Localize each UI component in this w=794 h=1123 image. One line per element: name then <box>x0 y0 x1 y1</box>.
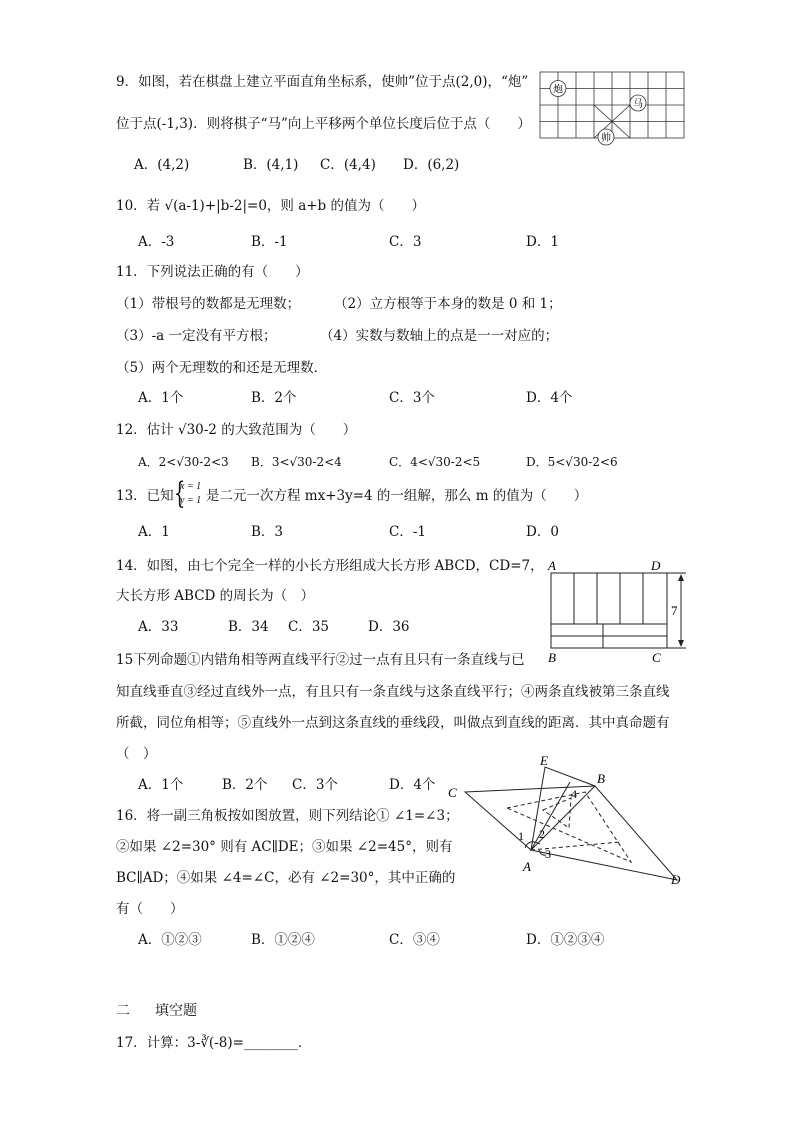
q14-line2: 大长方形 ABCD 的周长为（ ） <box>116 588 315 604</box>
shuai-piece <box>598 129 614 145</box>
q15-option-a: A．1个 <box>138 777 184 793</box>
angle-2: 2 <box>539 827 545 841</box>
q10-option-d: D．1 <box>526 234 559 250</box>
q12-option-d: D．5<√30-2<6 <box>526 455 618 469</box>
q12-option-a: A．2<√30-2<3 <box>138 455 229 469</box>
q13-equation-system: { x = 1 y = 1 <box>173 476 202 511</box>
q9-line1: 9．如图，若在棋盘上建立平面直角坐标系，使帅”位于点(2,0)，“炮” <box>116 74 529 90</box>
chessboard-figure <box>538 62 688 152</box>
q15-option-d: D．4个 <box>389 777 436 793</box>
q13-option-d: D．0 <box>526 524 559 540</box>
label-seven: 7 <box>671 603 678 618</box>
q13-system-eq1: x = 1 <box>180 481 202 492</box>
q11-stem: 11．下列说法正确的有（ ） <box>116 264 309 280</box>
label-d: D <box>651 558 661 573</box>
q16-line2: ②如果 ∠2=30° 则有 AC∥DE；③如果 ∠2=45°，则有 <box>116 839 453 855</box>
label-b: B <box>597 771 605 786</box>
label-b: B <box>548 650 556 665</box>
q10-option-b: B．-1 <box>251 234 288 250</box>
label-a: A <box>523 859 531 874</box>
q11-statement-5: （5）两个无理数的和还是无理数． <box>116 360 328 376</box>
angle-4: 4 <box>571 787 577 801</box>
q9-option-a: A．(4,2) <box>134 157 190 173</box>
q11-statement-4: （4）实数与数轴上的点是一一对应的； <box>320 328 559 344</box>
q13-prefix: 13．已知 <box>116 488 174 504</box>
q10-option-c: C．3 <box>389 234 422 250</box>
q13-option-c: C．-1 <box>389 524 426 540</box>
q13-option-a: A．1 <box>138 524 170 540</box>
q16-option-c: C．③④ <box>389 932 440 948</box>
section-number: 二 <box>116 1003 130 1019</box>
q16-option-d: D．①②③④ <box>526 932 605 948</box>
q16-line3: BC∥AD；④如果 ∠4=∠C，必有 ∠2=30°，其中正确的 <box>116 870 456 886</box>
q14-option-d: D．36 <box>368 619 410 635</box>
q13-option-b: B．3 <box>251 524 284 540</box>
shuai-label: 帅 <box>601 133 611 144</box>
q9-line2: 位于点(-1,3)．则将棋子“马”向上平移两个单位长度后位于点（ ） <box>116 116 531 132</box>
q16-option-a: A．①②③ <box>138 932 202 948</box>
q17-stem: 17．计算：3-∛(-8)=________． <box>116 1035 312 1051</box>
q16-line1: 16．将一副三角板按如图放置，则下列结论① ∠1=∠3； <box>116 808 459 824</box>
q11-option-a: A．1个 <box>138 390 184 406</box>
q11-option-c: C．3个 <box>389 390 435 406</box>
q14-line1: 14．如图，由七个完全一样的小长方形组成大长方形 ABCD，CD=7， <box>116 558 544 574</box>
q11-option-b: B．2个 <box>251 390 297 406</box>
label-e: E <box>540 753 548 768</box>
triangles-figure <box>445 752 690 892</box>
angle-3: 3 <box>545 847 551 861</box>
q15-line4: （ ） <box>116 746 157 762</box>
q11-statement-1: （1）带根号的数都是无理数； <box>116 296 301 312</box>
q15-option-b: B．2个 <box>222 777 268 793</box>
pao-label: 炮 <box>553 84 563 96</box>
angle-1: 1 <box>518 829 524 843</box>
rectangle-figure <box>540 556 690 668</box>
q15-line1: 15下列命题①内错角相等两直线平行②过一点有且只有一条直线与已 <box>116 652 525 668</box>
q13-system-eq2: y = 1 <box>180 495 202 506</box>
section-title: 填空题 <box>155 1003 197 1019</box>
q14-option-c: C．35 <box>288 619 330 635</box>
q10-option-a: A．-3 <box>138 234 175 250</box>
q16-option-b: B．①②④ <box>251 932 315 948</box>
q12-stem: 12．估计 √30-2 的大致范围为（ ） <box>116 422 357 438</box>
q15-line2: 知直线垂直③经过直线外一点，有且只有一条直线与这条直线平行；④两条直线被第三条直线 <box>116 684 670 700</box>
q16-line4: 有（ ） <box>116 901 184 917</box>
q11-option-d: D．4个 <box>526 390 573 406</box>
label-c: C <box>448 785 457 800</box>
q9-option-b: B．(4,1) <box>243 157 299 173</box>
q9-option-c: C．(4,4) <box>320 157 376 173</box>
q14-option-b: B．34 <box>228 619 269 635</box>
ma-piece <box>630 95 646 111</box>
q12-option-c: C．4<√30-2<5 <box>389 455 481 469</box>
label-d: D <box>671 872 681 887</box>
pao-piece <box>550 81 566 97</box>
label-c: C <box>652 650 661 665</box>
ma-label: 马 <box>633 99 643 110</box>
label-a: A <box>548 558 556 573</box>
q15-option-c: C．3个 <box>292 777 338 793</box>
q14-option-a: A．33 <box>138 619 179 635</box>
q15-line3: 所截，同位角相等；⑤直线外一点到这条直线的垂线段，叫做点到直线的距离．其中真命题有 <box>116 715 670 731</box>
q12-option-b: B．3<√30-2<4 <box>251 455 342 469</box>
q10-stem: 10．若 √(a-1)+|b-2|=0，则 a+b 的值为（ ） <box>116 198 425 214</box>
q11-statement-2: （2）立方根等于本身的数是 0 和 1； <box>334 296 562 312</box>
q11-statement-3: （3）-a 一定没有平方根； <box>116 328 277 344</box>
q9-option-d: D．(6,2) <box>403 157 460 173</box>
q13-stem-rest: 是二元一次方程 mx+3y=4 的一组解，那么 m 的值为（ ） <box>206 488 588 504</box>
